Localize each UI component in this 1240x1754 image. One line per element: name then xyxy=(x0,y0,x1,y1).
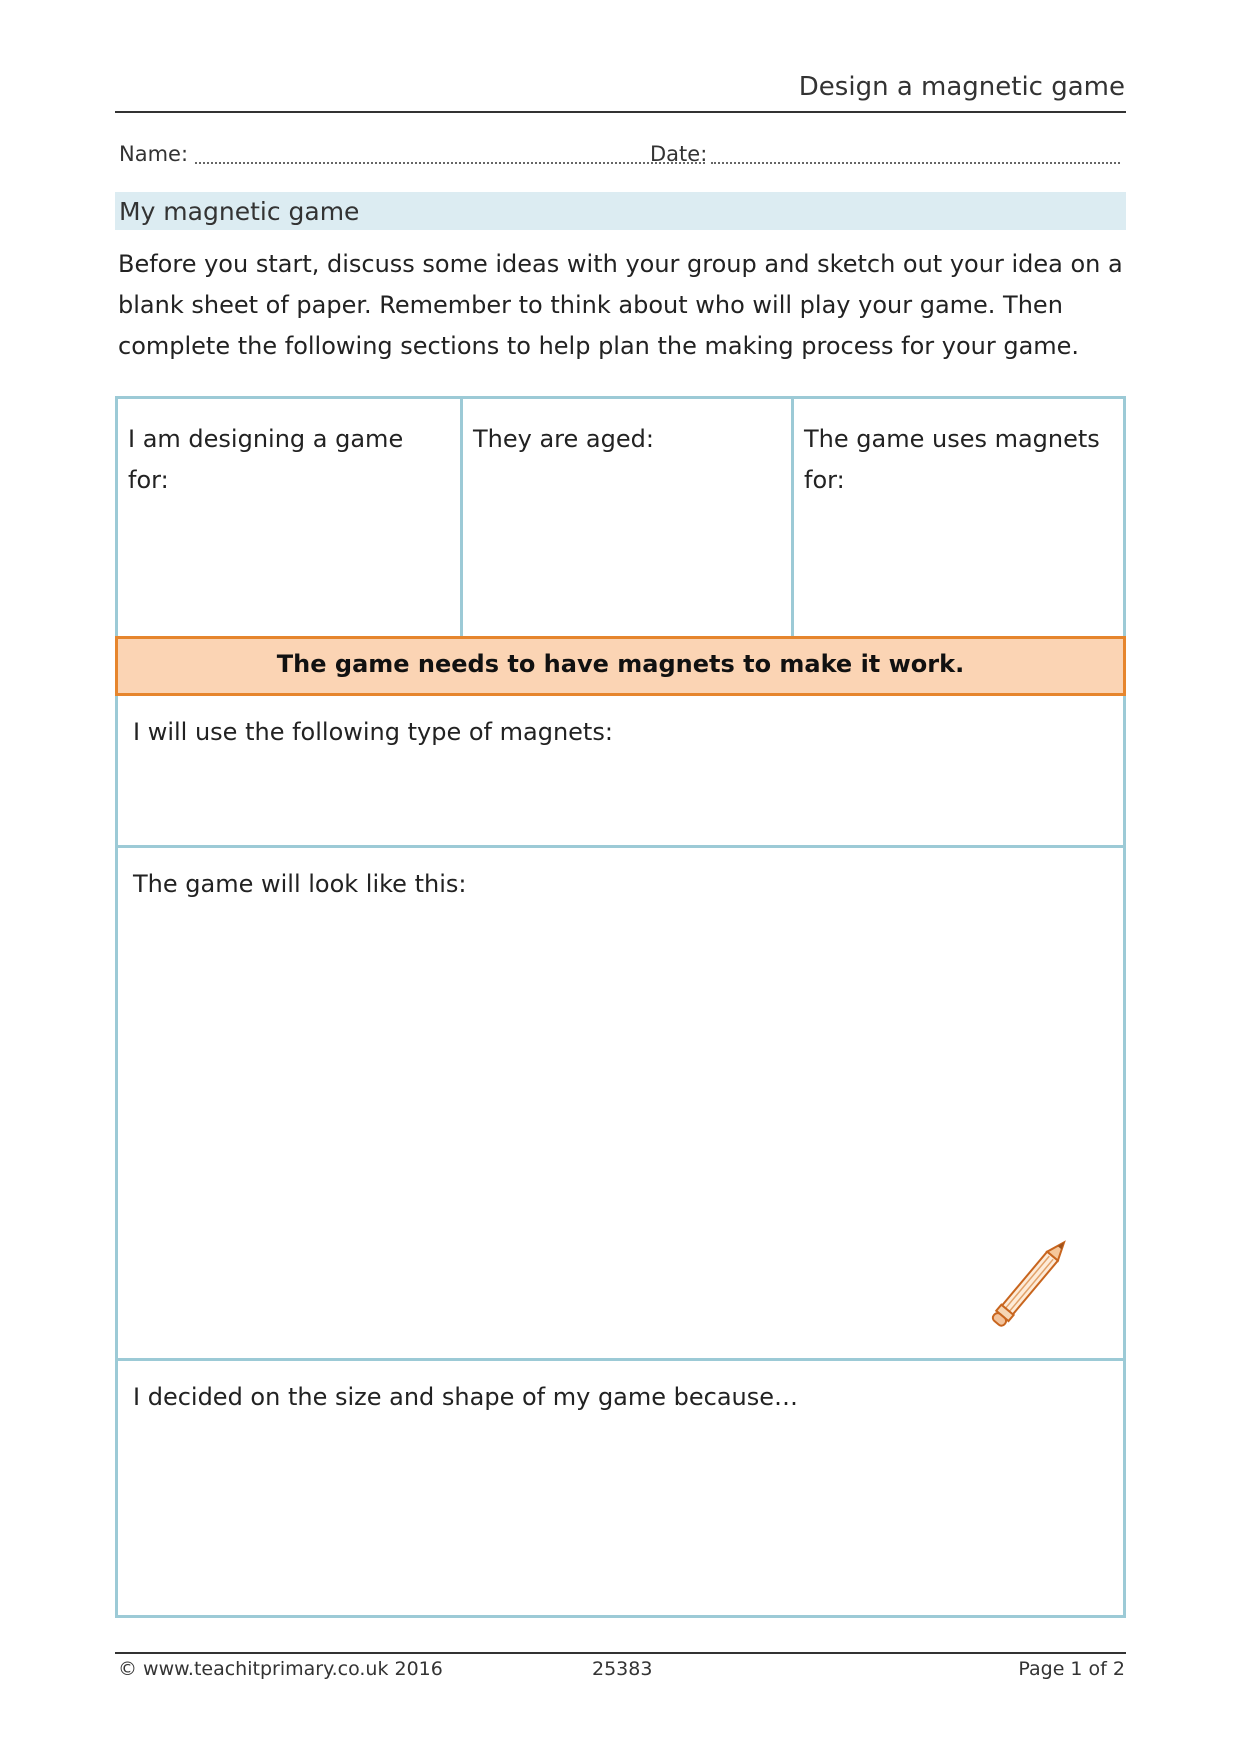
size-reason-box[interactable] xyxy=(118,1361,1123,1615)
title-divider xyxy=(115,111,1126,113)
intro-paragraph xyxy=(118,244,1128,367)
age-label: They are aged: xyxy=(473,425,654,453)
game-sketch-label: The game will look like this: xyxy=(133,870,467,898)
magnet-type-label: I will use the following type of magnets: xyxy=(133,718,613,746)
copyright[interactable]: © www.teachitprimary.co.uk 2016 xyxy=(118,1658,443,1680)
audience-label: I am designing a game for: xyxy=(128,425,404,494)
requirement-text: The game needs to have magnets to make it work. xyxy=(276,650,965,678)
intro-line: blank sheet of paper. Remember to think about who will play your game. Then xyxy=(118,291,1063,319)
game-sketch-box[interactable] xyxy=(118,848,1123,1361)
requirement-banner xyxy=(115,636,1126,696)
planning-table xyxy=(115,396,1126,1618)
footer-divider xyxy=(115,1652,1126,1654)
date-label: Date: xyxy=(650,142,708,166)
size-reason-label: I decided on the size and shape of my game because… xyxy=(133,1383,799,1411)
magnet-type-box[interactable] xyxy=(118,696,1123,848)
section-heading-band xyxy=(115,192,1126,230)
name-field[interactable] xyxy=(195,162,705,164)
audience-row xyxy=(118,399,1123,636)
page-number: Page 1 of 2 xyxy=(1018,1658,1125,1680)
intro-line: Before you start, discuss some ideas with your group and sketch out your idea on a xyxy=(118,250,1123,278)
audience-cell[interactable] xyxy=(118,399,463,636)
magnet-purpose-label: The game uses magnets for: xyxy=(804,425,1100,494)
intro-line: complete the following sections to help plan the making process for your game. xyxy=(118,332,1080,360)
date-field[interactable] xyxy=(711,162,1120,164)
magnet-purpose-cell[interactable] xyxy=(794,399,1123,636)
section-title: My magnetic game xyxy=(119,197,360,226)
name-date-row xyxy=(115,138,1126,168)
resource-code: 25383 xyxy=(592,1658,653,1680)
document-title: Design a magnetic game xyxy=(798,72,1125,102)
name-label: Name: xyxy=(119,142,189,166)
age-cell[interactable] xyxy=(463,399,794,636)
pencil-icon xyxy=(975,1228,1085,1338)
